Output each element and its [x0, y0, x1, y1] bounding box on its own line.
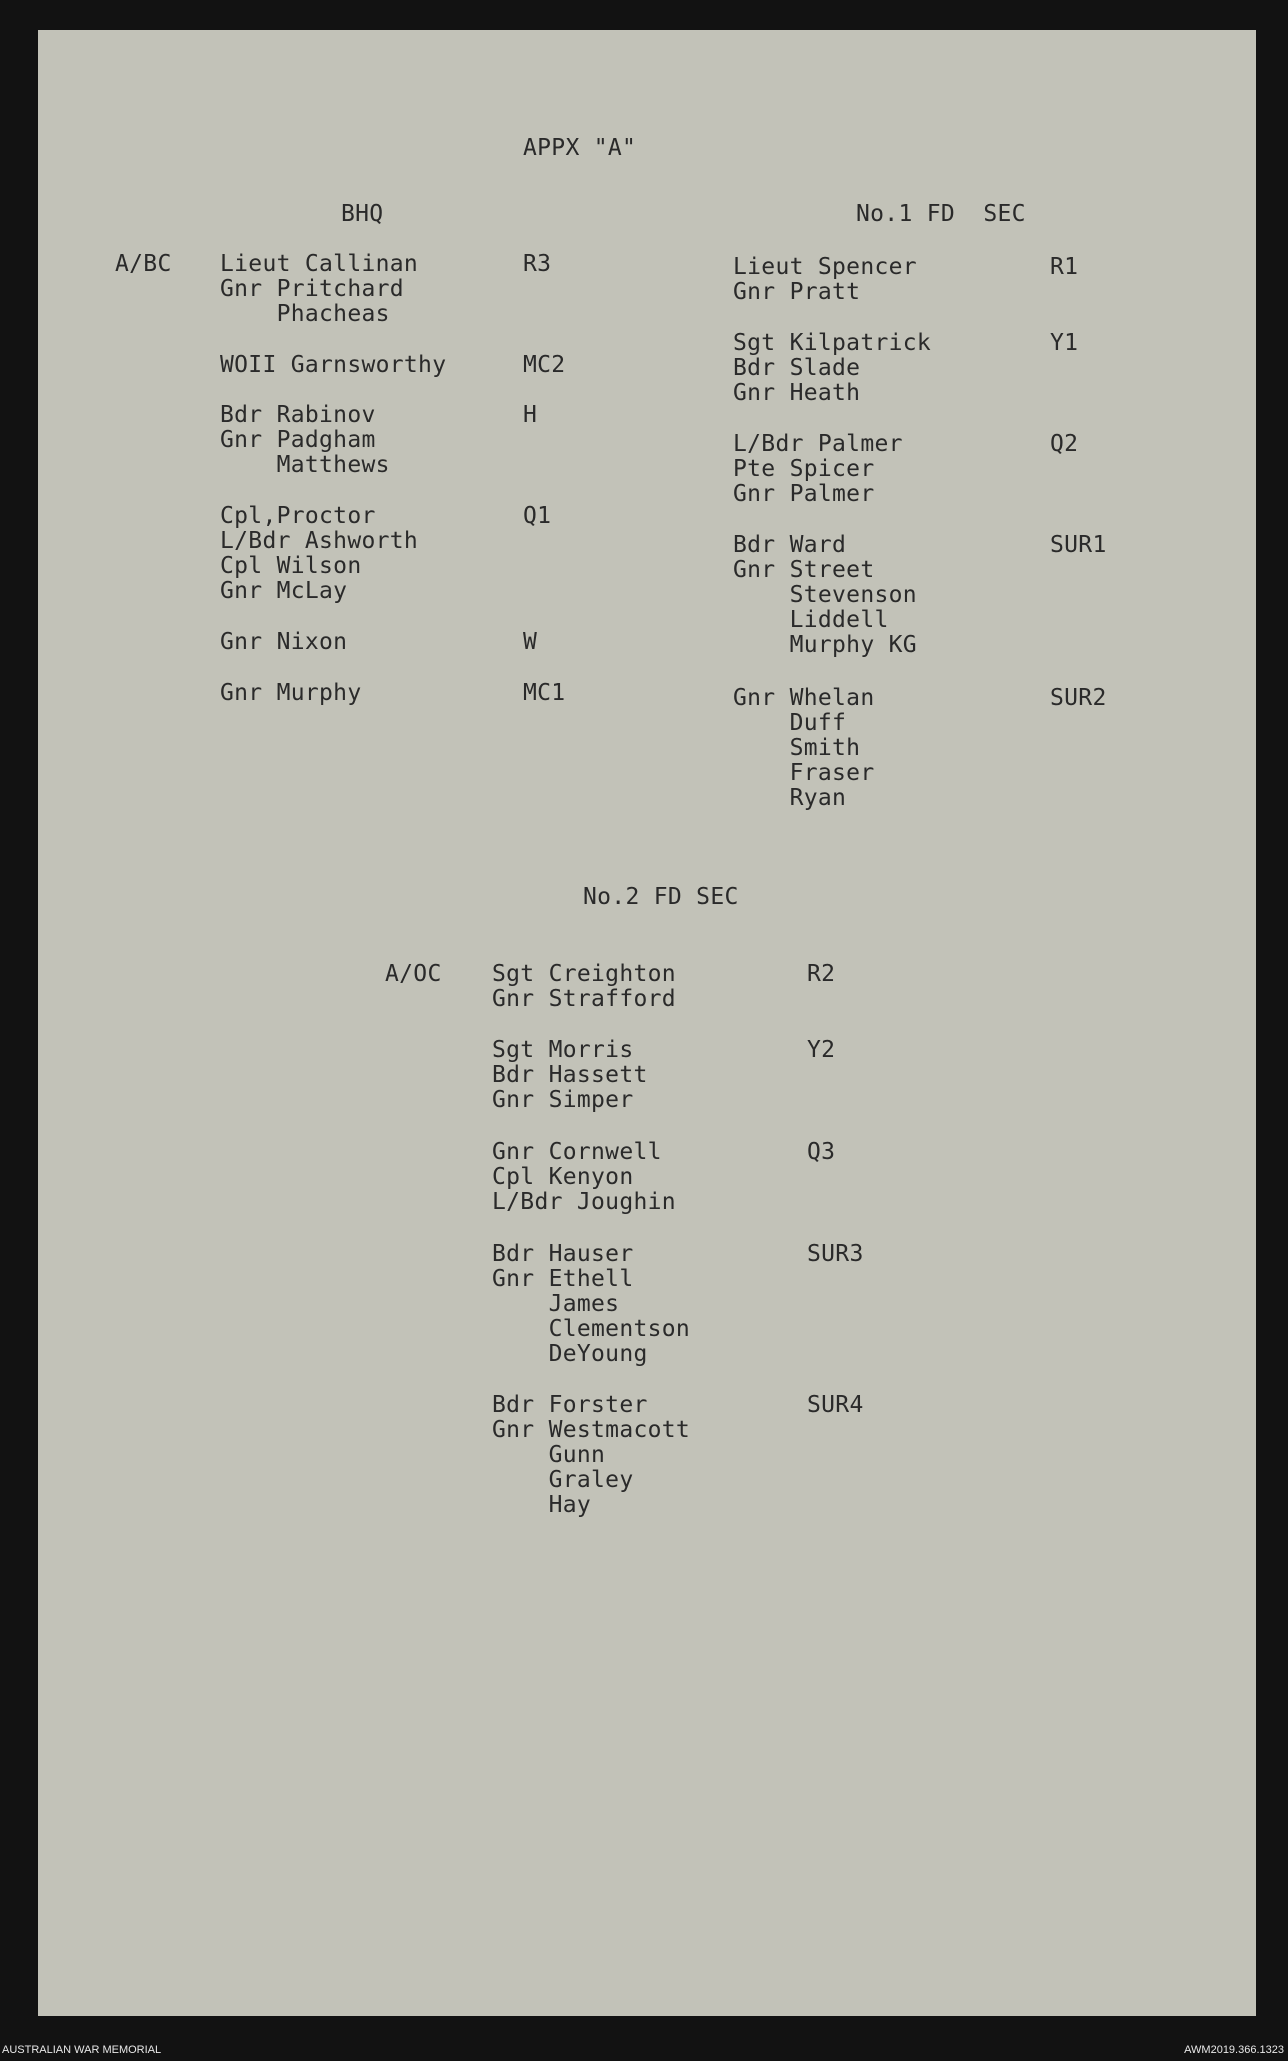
sec1-member-name: Pte Spicer: [733, 456, 875, 482]
sec2-post-code: SUR4: [807, 1392, 864, 1418]
sec1-member-name: Gnr Whelan: [733, 685, 875, 711]
sec1-member-name: Bdr Slade: [733, 355, 861, 381]
sec1-member-name: Sgt Kilpatrick: [733, 330, 932, 356]
bhq-member-name: Cpl Wilson: [220, 553, 362, 579]
bhq-member-name: WOII Garnsworthy: [220, 352, 447, 378]
sec1-member-name: Murphy KG: [733, 632, 917, 658]
bhq-post-code: R3: [523, 251, 552, 277]
sec2-member-name: Clementson: [492, 1316, 691, 1342]
sec1-post-code: Y1: [1050, 330, 1079, 356]
sec2-post-code: SUR3: [807, 1241, 864, 1267]
sec1-post-code: R1: [1050, 254, 1079, 280]
sec2-member-name: Gunn: [492, 1442, 606, 1468]
sec2-member-name: Gnr Strafford: [492, 986, 676, 1012]
sec2-heading: No.2 FD SEC: [583, 884, 739, 910]
sec2-member-name: Gnr Simper: [492, 1087, 634, 1113]
sec1-member-name: Liddell: [733, 607, 889, 633]
sec2-post-code: R2: [807, 961, 836, 987]
sec2-member-name: Bdr Hassett: [492, 1062, 648, 1088]
sec2-member-name: Bdr Hauser: [492, 1241, 634, 1267]
sec1-member-name: Gnr Pratt: [733, 279, 861, 305]
sec1-post-code: SUR1: [1050, 532, 1107, 558]
bhq-post-code: Q1: [523, 503, 552, 529]
footer-right: AWM2019.366.1323: [1184, 2044, 1284, 2056]
sec1-member-name: L/Bdr Palmer: [733, 431, 903, 457]
bhq-member-name: Phacheas: [220, 301, 390, 327]
bhq-member-name: L/Bdr Ashworth: [220, 528, 419, 554]
bhq-member-name: Lieut Callinan: [220, 251, 419, 277]
bhq-member-name: Cpl,Proctor: [220, 503, 376, 529]
sec2-member-name: Sgt Morris: [492, 1037, 634, 1063]
document-page: [38, 30, 1256, 2016]
bhq-post-code: H: [523, 402, 538, 428]
sec2-member-name: Gnr Cornwell: [492, 1139, 662, 1165]
sec2-member-name: Cpl Kenyon: [492, 1164, 634, 1190]
bhq-member-name: Gnr Nixon: [220, 629, 348, 655]
sec2-member-name: L/Bdr Joughin: [492, 1189, 676, 1215]
sec2-member-name: Gnr Ethell: [492, 1266, 634, 1292]
bhq-member-name: Gnr McLay: [220, 578, 348, 604]
sec1-member-name: Ryan: [733, 785, 847, 811]
page-title: APPX "A": [523, 135, 637, 161]
sec2-member-name: James: [492, 1291, 620, 1317]
sec2-member-name: Graley: [492, 1467, 634, 1493]
bhq-member-name: Gnr Pritchard: [220, 276, 404, 302]
bhq-member-name: Gnr Murphy: [220, 680, 362, 706]
sec2-member-name: Hay: [492, 1492, 592, 1518]
bhq-post-code: W: [523, 629, 538, 655]
sec1-post-code: SUR2: [1050, 685, 1107, 711]
footer-left: AUSTRALIAN WAR MEMORIAL: [2, 2044, 162, 2056]
sec1-heading: No.1 FD SEC: [856, 201, 1026, 227]
sec1-member-name: Fraser: [733, 760, 875, 786]
sec1-member-name: Gnr Heath: [733, 380, 861, 406]
sec1-member-name: Stevenson: [733, 582, 917, 608]
bhq-heading: BHQ: [341, 201, 384, 227]
sec2-post-code: Y2: [807, 1037, 836, 1063]
bhq-label: A/BC: [115, 251, 172, 277]
sec1-member-name: Gnr Palmer: [733, 481, 875, 507]
sec2-member-name: Sgt Creighton: [492, 961, 676, 987]
bhq-member-name: Bdr Rabinov: [220, 402, 376, 428]
bhq-post-code: MC1: [523, 680, 566, 706]
sec2-post-code: Q3: [807, 1139, 836, 1165]
sec2-member-name: Gnr Westmacott: [492, 1417, 691, 1443]
sec2-label: A/OC: [385, 961, 442, 987]
sec1-member-name: Duff: [733, 710, 847, 736]
bhq-post-code: MC2: [523, 352, 566, 378]
sec1-member-name: Bdr Ward: [733, 532, 847, 558]
sec1-member-name: Smith: [733, 735, 861, 761]
sec1-member-name: Gnr Street: [733, 557, 875, 583]
bhq-member-name: Matthews: [220, 452, 390, 478]
bhq-member-name: Gnr Padgham: [220, 427, 376, 453]
sec1-post-code: Q2: [1050, 431, 1079, 457]
sec2-member-name: Bdr Forster: [492, 1392, 648, 1418]
sec2-member-name: DeYoung: [492, 1341, 648, 1367]
sec1-member-name: Lieut Spencer: [733, 254, 917, 280]
